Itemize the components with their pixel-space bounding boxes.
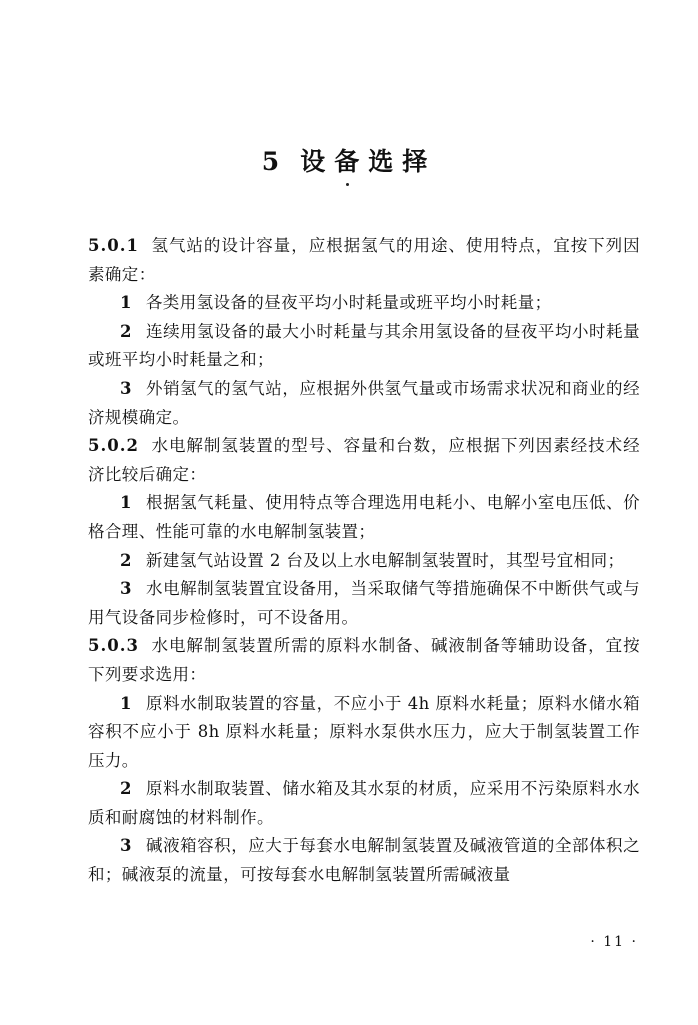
list-item-paragraph <box>88 575 640 632</box>
clause-paragraph <box>88 632 640 689</box>
paragraph-text: 新建氢气站设置 2 台及以上水电解制氢装置时，其型号宜相同； <box>145 550 625 570</box>
chapter-number: 5 <box>261 147 289 176</box>
item-number: 3 <box>120 579 132 599</box>
list-item-paragraph <box>88 690 640 776</box>
document-body <box>88 232 640 890</box>
page-number: · 11 · <box>590 934 638 950</box>
list-item-paragraph <box>88 375 640 432</box>
paragraph-text: 原料水制取装置、储水箱及其水泵的材质，应采用不污染原料水水质和耐腐蚀的材料制作。 <box>88 779 640 827</box>
list-item-paragraph <box>88 832 640 889</box>
paragraph-text: 各类用氢设备的昼夜平均小时耗量或班平均小时耗量； <box>145 293 552 313</box>
clause-paragraph <box>88 432 640 489</box>
title-dot <box>346 183 349 186</box>
item-number: 2 <box>120 779 132 799</box>
paragraph-text: 水电解制氢装置所需的原料水制备、碱液制备等辅助设备，宜按下列要求选用： <box>88 636 640 684</box>
paragraph-text: 水电解制氢装置的型号、容量和台数，应根据下列因素经技术经济比较后确定： <box>88 436 640 484</box>
list-item-paragraph <box>88 489 640 546</box>
item-number: 2 <box>120 321 132 341</box>
paragraph-text: 连续用氢设备的最大小时耗量与其余用氢设备的昼夜平均小时耗量或班平均小时耗量之和； <box>88 321 640 370</box>
item-number: 2 <box>120 550 132 570</box>
item-number: 1 <box>120 693 132 713</box>
clause-number: 5.0.3 <box>88 636 139 656</box>
list-item-paragraph <box>88 547 640 576</box>
item-number: 1 <box>120 293 132 313</box>
paragraph-text: 水电解制氢装置宜设备用，当采取储气等措施确保不中断供气或与用气设备同步检修时，可不设备用。 <box>88 579 640 627</box>
paragraph-text: 氢气站的设计容量，应根据氢气的用途、使用特点，宜按下列因素确定： <box>88 236 640 284</box>
chapter-title <box>0 146 698 178</box>
list-item-paragraph <box>88 289 640 318</box>
paragraph-text: 原料水制取装置的容量，不应小于 4h 原料水耗量；原料水储水箱容积不应小于 8h 原料水耗量；原料水泵供水压力，应大于制氢装置工作压力。 <box>88 693 640 770</box>
paragraph-text: 碱液箱容积，应大于每套水电解制氢装置及碱液管道的全部体积之和；碱液泵的流量，可按每套水电解制氢装置所需碱液量 <box>88 836 640 885</box>
list-item-paragraph <box>88 775 640 832</box>
item-number: 1 <box>120 493 132 513</box>
item-number: 3 <box>120 378 132 398</box>
chapter-title-text: 设备选择 <box>300 147 437 176</box>
item-number: 3 <box>120 836 132 856</box>
paragraph-text: 外销氢气的氢气站，应根据外供氢气量或市场需求状况和商业的经济规模确定。 <box>88 378 640 427</box>
clause-paragraph <box>88 232 640 289</box>
clause-number: 5.0.2 <box>88 436 139 456</box>
list-item-paragraph <box>88 318 640 375</box>
paragraph-text: 根据氢气耗量、使用特点等合理选用电耗小、电解小室电压低、价格合理、性能可靠的水电解制氢装置； <box>88 493 640 541</box>
clause-number: 5.0.1 <box>88 236 139 255</box>
